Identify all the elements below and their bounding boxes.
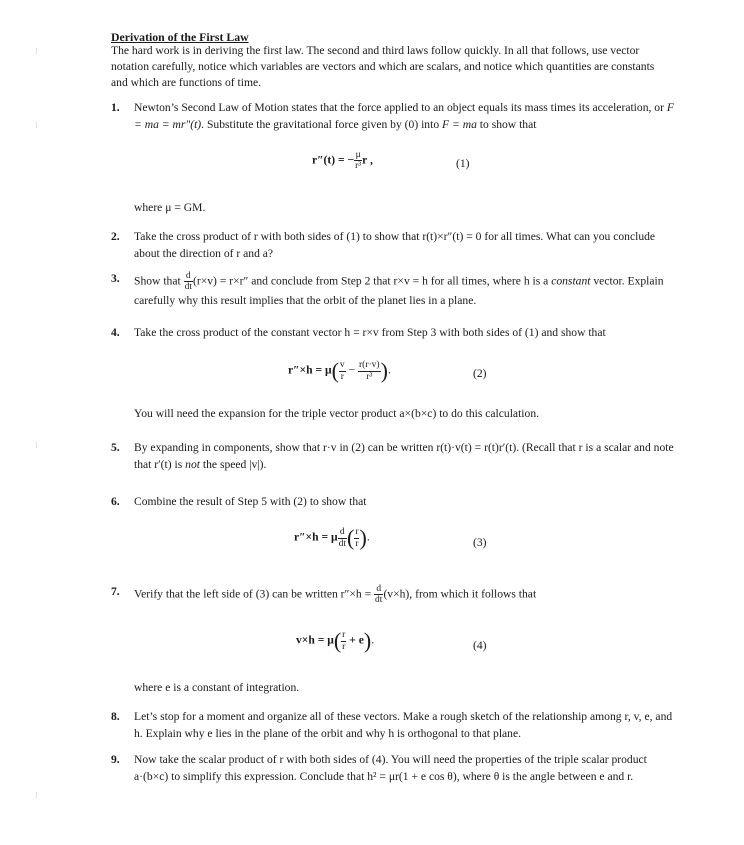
step-text: By expanding in components, show that r·v in (2) can be written r(t)·v(t) = r(t)r′(t). (Recall that r is a scalar and note that r′(t) is not the speed |v|). xyxy=(134,441,674,471)
step-number: 2. xyxy=(111,230,120,243)
inline-equation: F = ma xyxy=(442,117,477,131)
fraction: $\frac{r}{r}$ xyxy=(342,630,346,652)
triple-product-note: You will need the expansion for the triple vector product a×(b×c) to do this calculation. xyxy=(134,407,540,420)
derivative-fraction: $\frac{d}{dt}$ xyxy=(375,584,383,606)
step-5 xyxy=(111,440,681,474)
step-text: Take the cross product of r with both sides of (1) to show that r(t)×r″(t) = 0 for all times. What can you conclude about the direction of r and a? xyxy=(134,230,656,260)
margin-mark: ⁞ xyxy=(35,47,38,57)
step-number: 5. xyxy=(111,441,120,454)
fraction: $\frac{r}{r}$ xyxy=(355,527,359,549)
step-text: Now take the scalar product of r with both sides of (4). You will need the properties of the triple scalar product a·(b×c) to simplify this expression. Conclude that h² = μr(1 + e cos θ), where θ is the angle between e and r. xyxy=(134,753,647,783)
step-3 xyxy=(111,271,681,310)
equation-3: r″×h = μ $\frac{d}{dt}$ ( $\frac{r}{r}$ ). xyxy=(294,525,370,550)
step-number: 9. xyxy=(111,753,120,766)
equation-label-3: (3) xyxy=(473,536,487,549)
fraction: $\frac{r(r\cdot v)}{\text{r³}}$ xyxy=(359,360,380,382)
where-e-note: where e is a constant of integration. xyxy=(134,681,300,694)
step-text: Take the cross product of the constant vector h = r×v from Step 3 with both sides of (1) and show that xyxy=(134,326,606,339)
step-number: 6. xyxy=(111,495,120,508)
step-number: 1. xyxy=(111,101,120,114)
step-text: Combine the result of Step 5 with (2) to show that xyxy=(134,495,367,508)
equation-label-2: (2) xyxy=(473,367,487,380)
equation-2: r″×h = μ( $\frac{v}{r}$ − $\frac{r(r\cdot v)}{\text{r³}}$ ). xyxy=(288,358,391,383)
equation-1: r″(t) = − $\frac{\mu}{\text{r³}}$ r , xyxy=(312,150,373,172)
step-number: 4. xyxy=(111,326,120,339)
fraction: $\frac{\mu}{\text{r³}}$ xyxy=(355,150,362,172)
step-1 xyxy=(111,100,681,134)
step-number: 3. xyxy=(111,272,120,285)
equation-label-4: (4) xyxy=(473,639,487,652)
equation-4: v×h = μ( $\frac{r}{r}$ + e). xyxy=(296,628,375,653)
step-number: 7. xyxy=(111,585,120,598)
step-8 xyxy=(111,709,681,743)
fraction: $\frac{v}{r}$ xyxy=(339,360,345,382)
step-text: Verify that the left side of (3) can be written r″×h = $\frac{d}{dt}$ (v×h), from which it follows that xyxy=(134,584,537,606)
derivative-fraction: $\frac{d}{dt}$ xyxy=(184,271,192,293)
step-4 xyxy=(111,325,681,342)
step-6 xyxy=(111,494,681,511)
intro-paragraph: The hard work is in deriving the first law. The second and third laws follow quickly. In all that follows, use vector notation carefully, notice which variables are vectors and which are scalars, and notice which quantities are constants and which are functions of time. xyxy=(111,44,655,89)
step-7 xyxy=(111,584,681,606)
margin-mark: ⁞ xyxy=(35,441,38,451)
fraction: $\frac{d}{dt}$ xyxy=(338,527,346,549)
step-number: 8. xyxy=(111,710,120,723)
inline-equation: F = ma = mr″(t) xyxy=(134,101,674,131)
margin-mark: ⁞ xyxy=(35,791,38,801)
step-text: Let’s stop for a moment and organize all of these vectors. Make a rough sketch of the relationship among r, v, e, and h. Explain why e lies in the plane of the orbit and why h is orthogonal to that plane. xyxy=(134,710,673,740)
step-2 xyxy=(111,229,681,263)
where-mu-note: where μ = GM. xyxy=(134,201,206,214)
step-text: Newton’s Second Law of Motion states that the force applied to an object equals its mass times its acceleration, or F = ma = mr″(t). Substitute the gravitational force given by (0) into F = ma to show that xyxy=(134,101,674,131)
step-text: Show that $\frac{d}{dt}$ (r×v) = r×r″ and conclude from Step 2 that r×v = h for all times, where h is a constant vector. Explain carefully why this result implies that the orbit of the planet lies in a plane. xyxy=(134,271,664,307)
equation-label-1: (1) xyxy=(456,157,470,170)
margin-mark: ⁞ xyxy=(35,121,38,131)
document-title: Derivation of the First Law xyxy=(111,30,249,44)
step-9 xyxy=(111,752,681,786)
